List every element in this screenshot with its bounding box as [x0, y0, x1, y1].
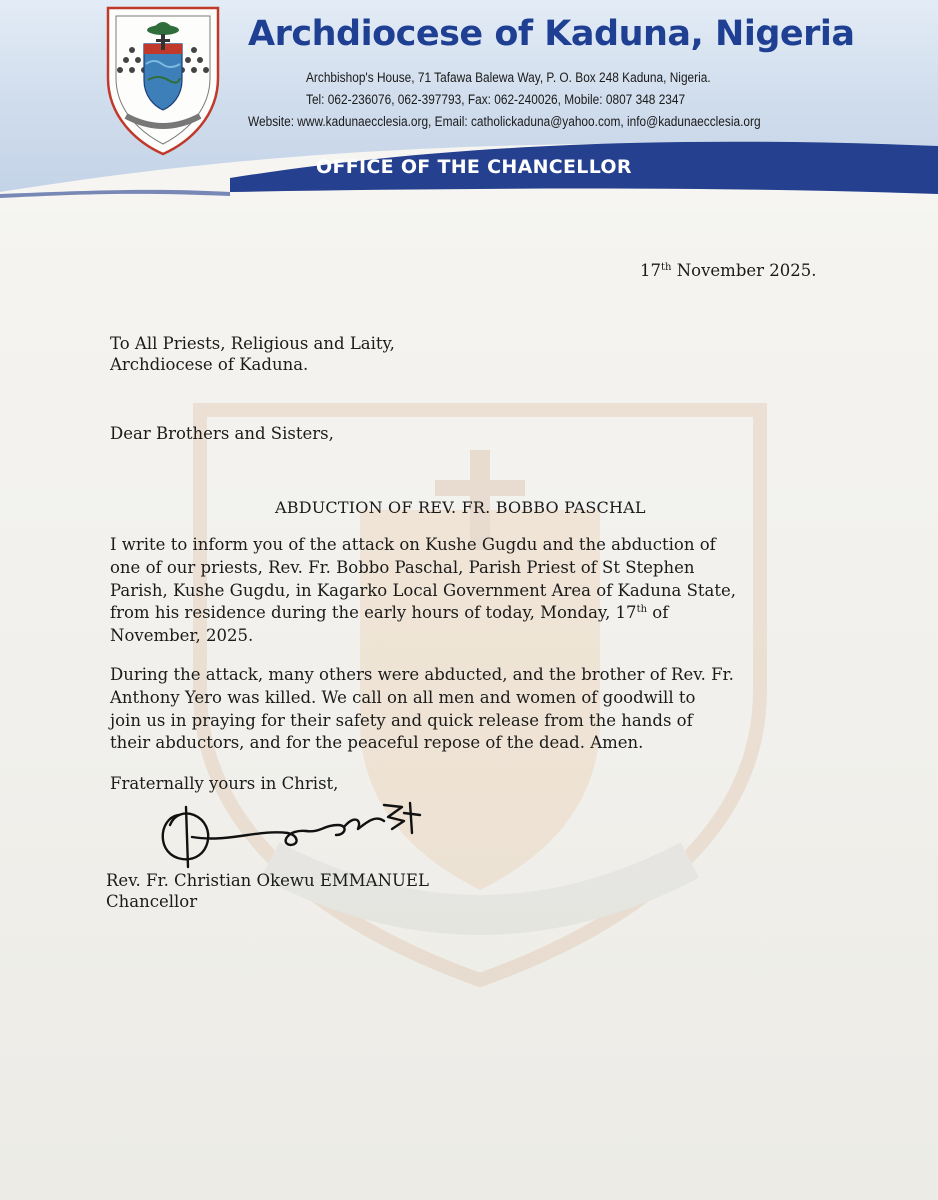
paragraph-line: Parish, Kushe Gugdu, in Kagarko Local Government Area of Kaduna State,	[110, 580, 736, 600]
website-email-line: Website: www.kadunaecclesia.org, Email: catholickaduna@yahoo.com, info@kadunaecclesia.org	[248, 114, 761, 129]
paragraph-line: November, 2025.	[110, 626, 254, 646]
paragraph-line: Anthony Yero was killed. We call on all men and women of goodwill to	[110, 687, 696, 707]
handwritten-signature-icon	[148, 785, 448, 875]
paragraph-line: one of our priests, Rev. Fr. Bobbo Paschal, Parish Priest of St Stephen	[110, 557, 695, 577]
address-line: Archbishop's House, 71 Tafawa Balewa Way, P. O. Box 248 Kaduna, Nigeria.	[306, 70, 711, 85]
paragraph-1	[110, 534, 736, 648]
closing: Fraternally yours in Christ,	[110, 774, 339, 793]
paragraph-line: join us in praying for their safety and quick release from the hands of	[110, 710, 693, 730]
paragraph-line: their abductors, and for the peaceful repose of the dead. Amen.	[110, 733, 644, 753]
office-heading: OFFICE OF THE CHANCELLOR	[316, 156, 632, 178]
recipient-line: To All Priests, Religious and Laity,	[110, 334, 395, 353]
letter-subject: ABDUCTION OF REV. FR. BOBBO PASCHAL	[275, 498, 646, 517]
signer-name: Rev. Fr. Christian Okewu EMMANUEL	[106, 871, 429, 890]
paragraph-line: During the attack, many others were abducted, and the brother of Rev. Fr.	[110, 665, 734, 684]
signer-role: Chancellor	[106, 892, 198, 911]
phone-line: Tel: 062-236076, 062-397793, Fax: 062-240026, Mobile: 0807 348 2347	[306, 92, 686, 107]
organization-title: Archdiocese of Kaduna, Nigeria	[248, 14, 855, 54]
paragraph-line: I write to inform you of the attack on Kushe Gugdu and the abduction of	[110, 535, 716, 554]
paragraph-2	[110, 664, 734, 755]
salutation: Dear Brothers and Sisters,	[110, 424, 334, 443]
letter-date: 17th November 2025.	[640, 261, 817, 280]
paragraph-line: from his residence during the early hours of today, Monday, 17th of	[110, 603, 669, 623]
recipient-line: Archdiocese of Kaduna.	[110, 355, 309, 374]
